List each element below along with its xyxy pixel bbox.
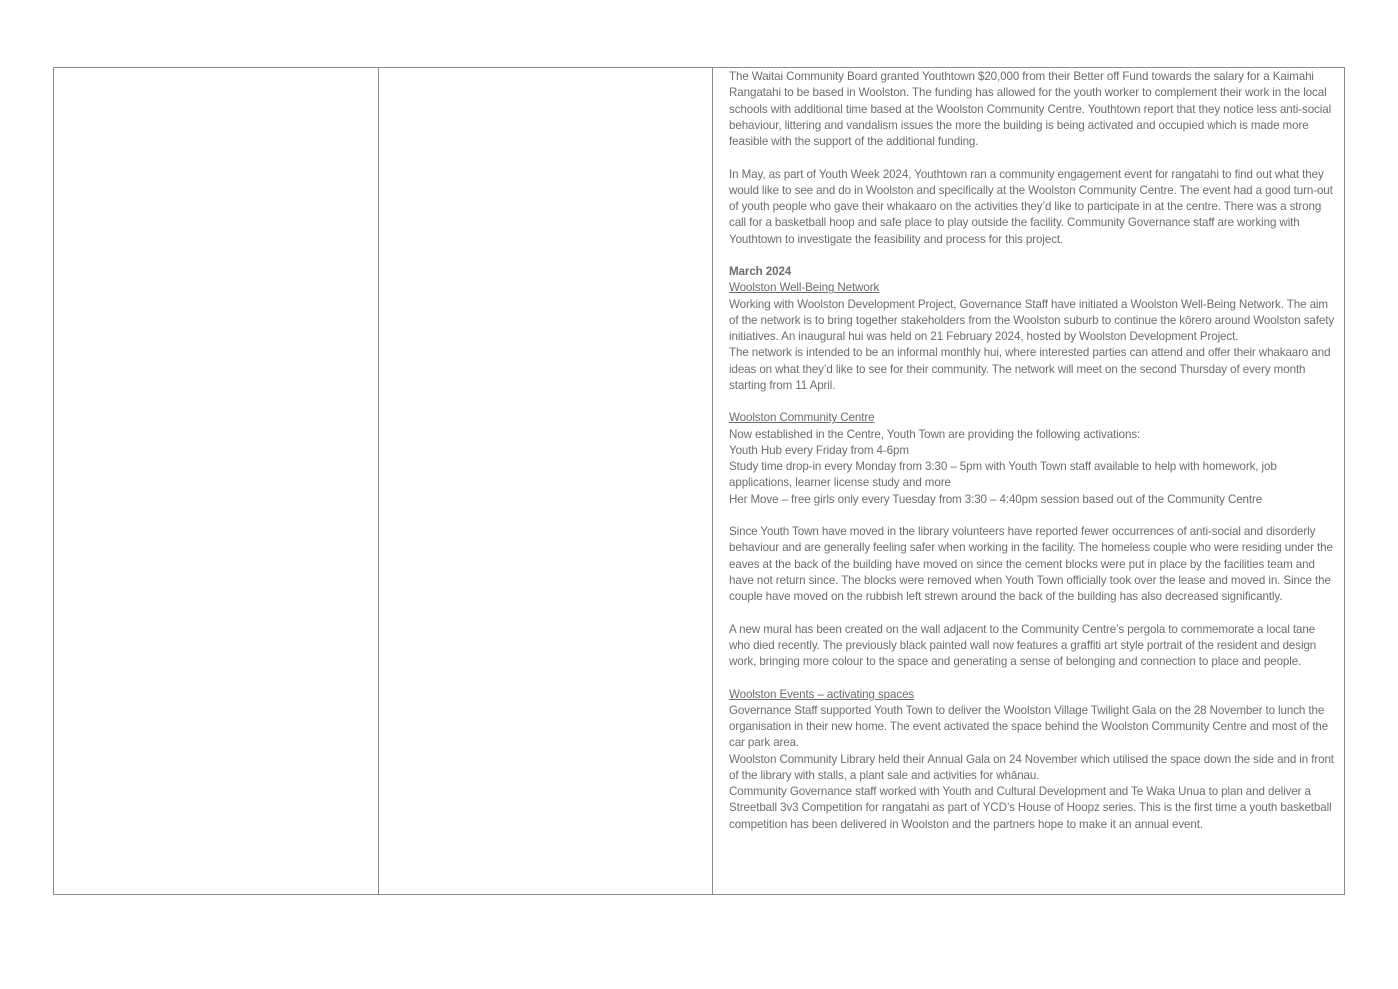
events-paragraph-3: Community Governance staff worked with Youth and Cultural Development and Te Waka Unua to plan and deliver a Streetball 3v3 Competition for rangatahi as part of YCD’s House of Hoopz series. This is the first time a youth basketball competition has been delivered in Woolston and the partners hope to make it an annual event. (729, 785, 1332, 831)
table-cell-empty-middle (379, 68, 713, 894)
community-centre-heading: Woolston Community Centre (729, 411, 875, 425)
table-cell-report-text (713, 68, 1344, 894)
activation-study-time: Study time drop-in every Monday from 3:30 – 5pm with Youth Town staff available to help with homework, job applications, learner license study and more (729, 460, 1277, 490)
behaviour-paragraph: Since Youth Town have moved in the library volunteers have reported fewer occurrences of anti-social and disorderly behaviour and are generally feeling safer when working in the facility. The homeless couple who were residing under the eaves at the back of the building have moved on since the cement blocks were put in place by the facilities team and have not return since. The blocks were removed when Youth Town officially took over the lease and moved in. Since the couple have moved on the rubbish left strewn around the back of the building has also decreased significantly. (729, 525, 1333, 603)
table-cell-empty-left (54, 68, 379, 894)
activation-youth-hub: Youth Hub every Friday from 4-6pm (729, 443, 909, 457)
youth-week-paragraph: In May, as part of Youth Week 2024, Youthtown ran a community engagement event for rangatahi to find out what they would like to see and do in Woolston and specifically at the Woolston Community Centre. The event had a good turn-out of youth people who gave their whakaaro on the activities they’d like to participate in at the centre. There was a strong call for a basketball hoop and safe place to play outside the facility. Community Governance staff are working with Youthtown to investigate the feasibility and process for this project. (729, 167, 1333, 246)
youthtown-funding-paragraph: The Waitai Community Board granted Youthtown $20,000 from their Better off Fund towards the salary for a Kaimahi Rangatahi to be based in Woolston. The funding has allowed for the youth worker to complement their work in the local schools with additional time based at the Woolston Community Centre. Youthtown report that they notice less anti-social behaviour, littering and vandalism issues the more the building is being activated and occupied which is made more feasible with the support of the additional funding. (729, 70, 1332, 148)
wellbeing-network-paragraph-2: The network is intended to be an informal monthly hui, where interested parties can attend and offer their whakaaro and ideas on what they’d like to see for their community. The network will meet on the second Thursday of every month starting from 11 April. (729, 346, 1331, 392)
events-paragraph-1: Governance Staff supported Youth Town to deliver the Woolston Village Twilight Gala on the 28 November to lunch the organisation in their new home. The event activated the space behind the Woolston Community Centre and most of the car park area. (729, 703, 1329, 750)
wellbeing-network-heading: Woolston Well-Being Network (729, 281, 880, 295)
community-centre-intro: Now established in the Centre, Youth Town are providing the following activations: (729, 427, 1141, 441)
events-heading: Woolston Events – activating spaces (729, 687, 915, 701)
activation-her-move: Her Move – free girls only every Tuesday from 3:30 – 4:40pm session based out of the Community Centre (729, 492, 1263, 506)
march-2024-heading: March 2024 (729, 265, 792, 278)
events-paragraph-2: Woolston Community Library held their Annual Gala on 24 November which utilised the space down the side and in front of the library with stalls, a plant sale and activities for whānau. (729, 752, 1334, 782)
report-table (53, 67, 1345, 895)
wellbeing-network-paragraph-1: Working with Woolston Development Project, Governance Staff have initiated a Woolston Well-Being Network. The aim of the network is to bring together stakeholders from the Woolston suburb to continue the kōrero around Woolston safety initiatives. An inaugural hui was held on 21 February 2024, hosted by Woolston Development Project. (729, 297, 1335, 343)
mural-paragraph: A new mural has been created on the wall adjacent to the Community Centre’s pergola to commemorate a local tane who died recently. The previously black painted wall now features a graffiti art style portrait of the resident and design work, bringing more colour to the space and generating a sense of belonging and connection to place and people. (729, 622, 1317, 668)
